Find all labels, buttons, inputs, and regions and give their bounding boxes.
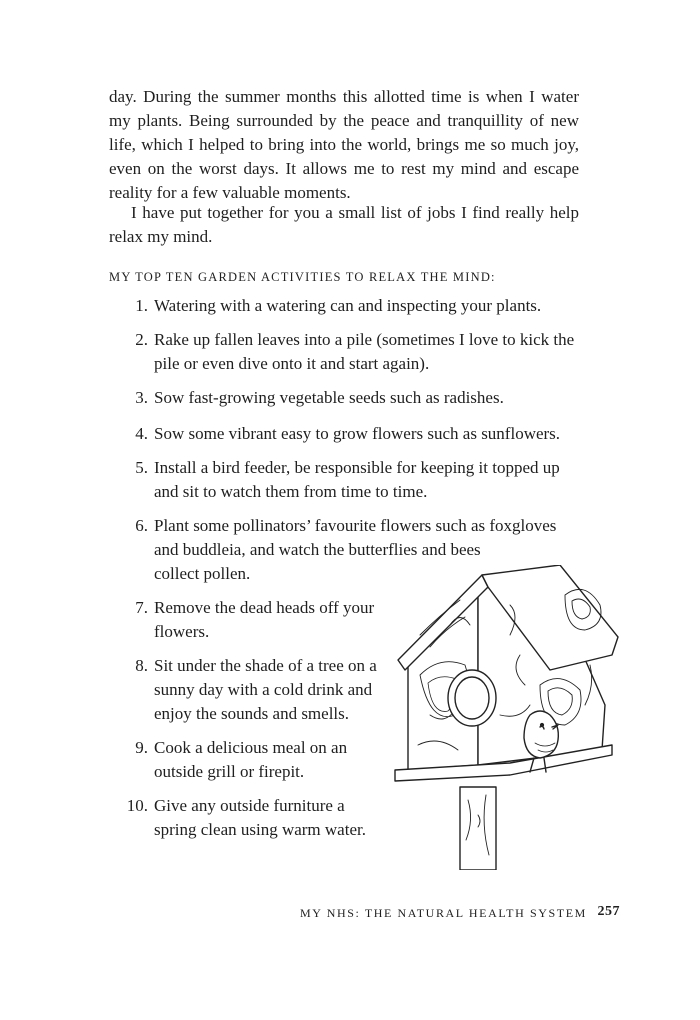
list-item-number: 8. [135, 656, 148, 675]
list-item-line: Rake up fallen leaves into a pile (sometimes I love to kick the [154, 330, 575, 349]
list-item-number: 5. [135, 458, 148, 477]
list-item-line: Cook a delicious meal on an [154, 738, 348, 757]
list-item-line: Watering with a watering can and inspecting your plants. [154, 296, 542, 315]
list-item-line: pile or even dive onto it and start again). [154, 354, 430, 373]
list-item-number: 10. [126, 796, 148, 815]
post [460, 787, 496, 870]
list-item-line: Give any outside furniture a [154, 796, 345, 815]
list-item-number: 6. [135, 516, 148, 535]
list-item-text [154, 456, 560, 504]
list-item-line: Plant some pollinators’ favourite flowers such as foxgloves [154, 516, 557, 535]
list-item-text [154, 328, 574, 376]
list-item-text [154, 736, 347, 784]
list-item-line: Remove the dead heads off your [154, 598, 375, 617]
list-item-line: flowers. [154, 622, 210, 641]
list-item-line: and buddleia, and watch the butterflies and bees [154, 540, 481, 559]
list-item-line: outside grill or firepit. [154, 762, 305, 781]
list-item-line: and sit to watch them from time to time. [154, 482, 428, 501]
list-item-number: 2. [135, 330, 148, 349]
list-heading: MY TOP TEN GARDEN ACTIVITIES TO RELAX THE MIND: [109, 270, 496, 284]
list-item-line: enjoy the sounds and smells. [154, 704, 350, 723]
list-item-line: Sit under the shade of a tree on a [154, 656, 377, 675]
list-item-line: spring clean using warm water. [154, 820, 366, 839]
birdhouse-illustration [390, 565, 620, 870]
list-item-text [154, 654, 377, 726]
list-item-line: Install a bird feeder, be responsible for keeping it topped up [154, 458, 560, 477]
list-item-text [154, 596, 374, 644]
list-item-number: 3. [135, 388, 148, 407]
list-item-text [154, 422, 560, 446]
list-item-number: 1. [135, 296, 148, 315]
page-number: 257 [597, 904, 620, 919]
list-item-number: 9. [135, 738, 148, 757]
list-item-text [154, 386, 504, 410]
body-paragraph-2: I have put together for you a small list of jobs I find really help relax my mind. [109, 203, 579, 246]
list-item-line: Sow some vibrant easy to grow flowers such as sunflowers. [154, 424, 561, 443]
list-item-number: 4. [135, 424, 148, 443]
list-item-line: Sow fast-growing vegetable seeds such as radishes. [154, 388, 504, 407]
list-item-text [154, 294, 541, 318]
list-item-number: 7. [135, 598, 148, 617]
list-item-text [154, 794, 366, 842]
running-title: MY NHS: THE NATURAL HEALTH SYSTEM [300, 906, 587, 920]
list-item-line: collect pollen. [154, 564, 251, 583]
list-item-line: sunny day with a cold drink and [154, 680, 373, 699]
body-paragraph-1: day. During the summer months this allotted time is when I water my plants. Being surrounded by the peace and tranquillity of new life, which I helped to bring into the world, brings me so much joy, even on the worst days. It allows me to rest my mind and escape reality for a few valuable moments. [109, 87, 579, 202]
